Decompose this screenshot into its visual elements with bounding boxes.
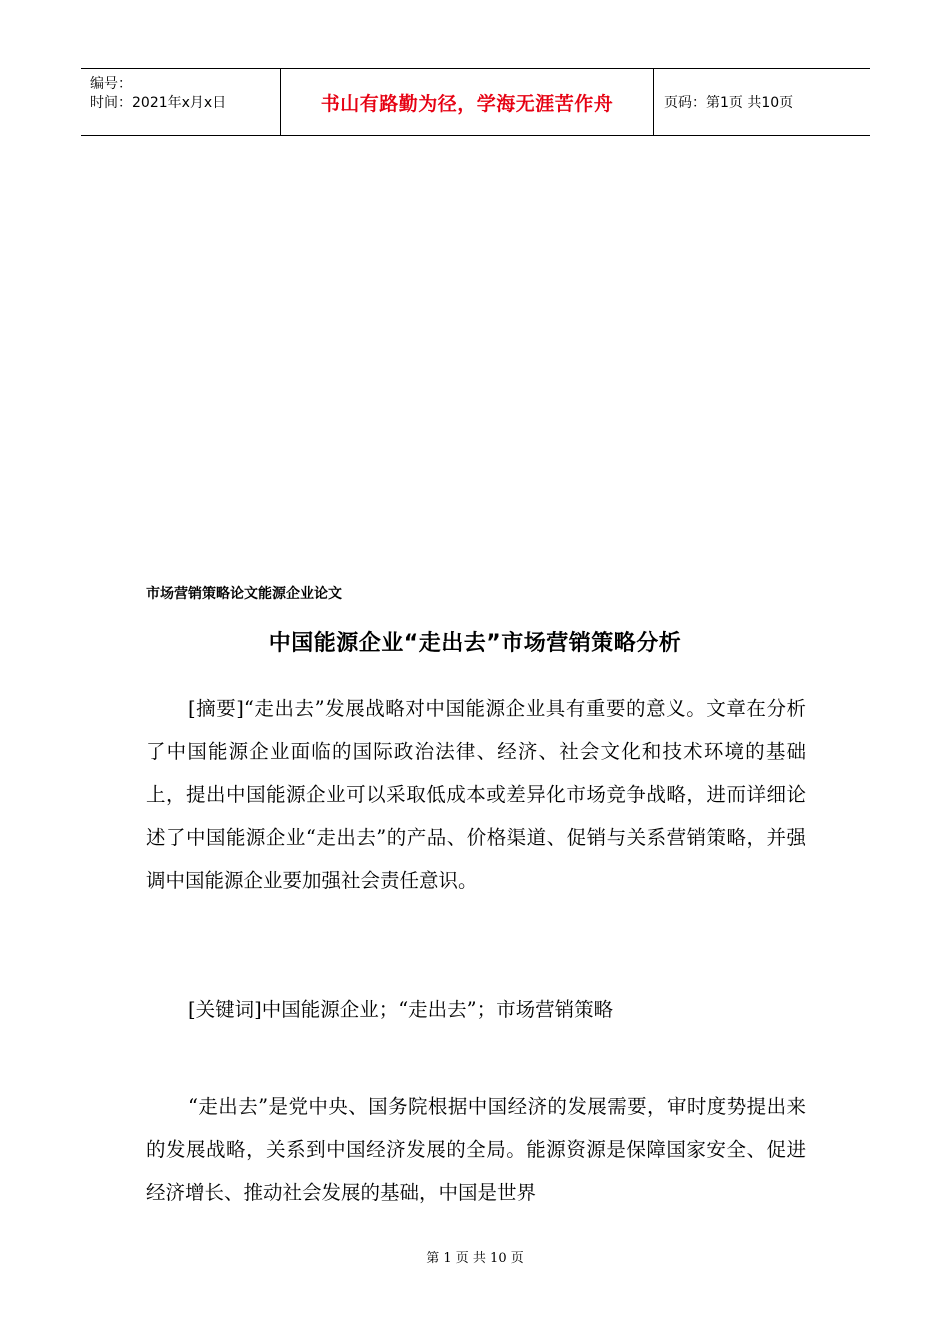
date-label: 时间：2021年x月x日 [90,95,227,111]
body-paragraph: “走出去”是党中央、国务院根据中国经济的发展需要，审时度势提出来的发展战略，关系到中国经济发展的全局。能源资源是保障国家安全、促进经济增长、推动社会发展的基础，中国是世界 [146,1095,806,1204]
keywords-paragraph: [关键词]中国能源企业；“走出去”；市场营销策略 [188,998,614,1021]
header-page-info: 页码：第1页 共10页 [664,95,794,111]
document-category: 市场营销策略论文能源企业论文 [146,586,342,602]
document-title: 中国能源企业“走出去”市场营销策略分析 [268,631,682,656]
header-motto: 书山有路勤为径，学海无涯苦作舟 [281,69,654,135]
abstract-paragraph: [摘要]“走出去”发展战略对中国能源企业具有重要的意义。文章在分析了中国能源企业面临的国际政治法律、经济、社会文化和技术环境的基础上，提出中国能源企业可以采取低成本或差异化市场竞争战略，进而详细论述了中国能源企业“走出去”的产品、价格渠道、促销与关系营销策略，并强调中国能源企业要加强社会责任意识。 [146,697,806,892]
page-footer: 第 1 页 共 10 页 [426,1251,524,1266]
header-meta-cell [81,69,281,135]
serial-number-label: 编号： [90,76,132,92]
page-header [81,68,870,136]
